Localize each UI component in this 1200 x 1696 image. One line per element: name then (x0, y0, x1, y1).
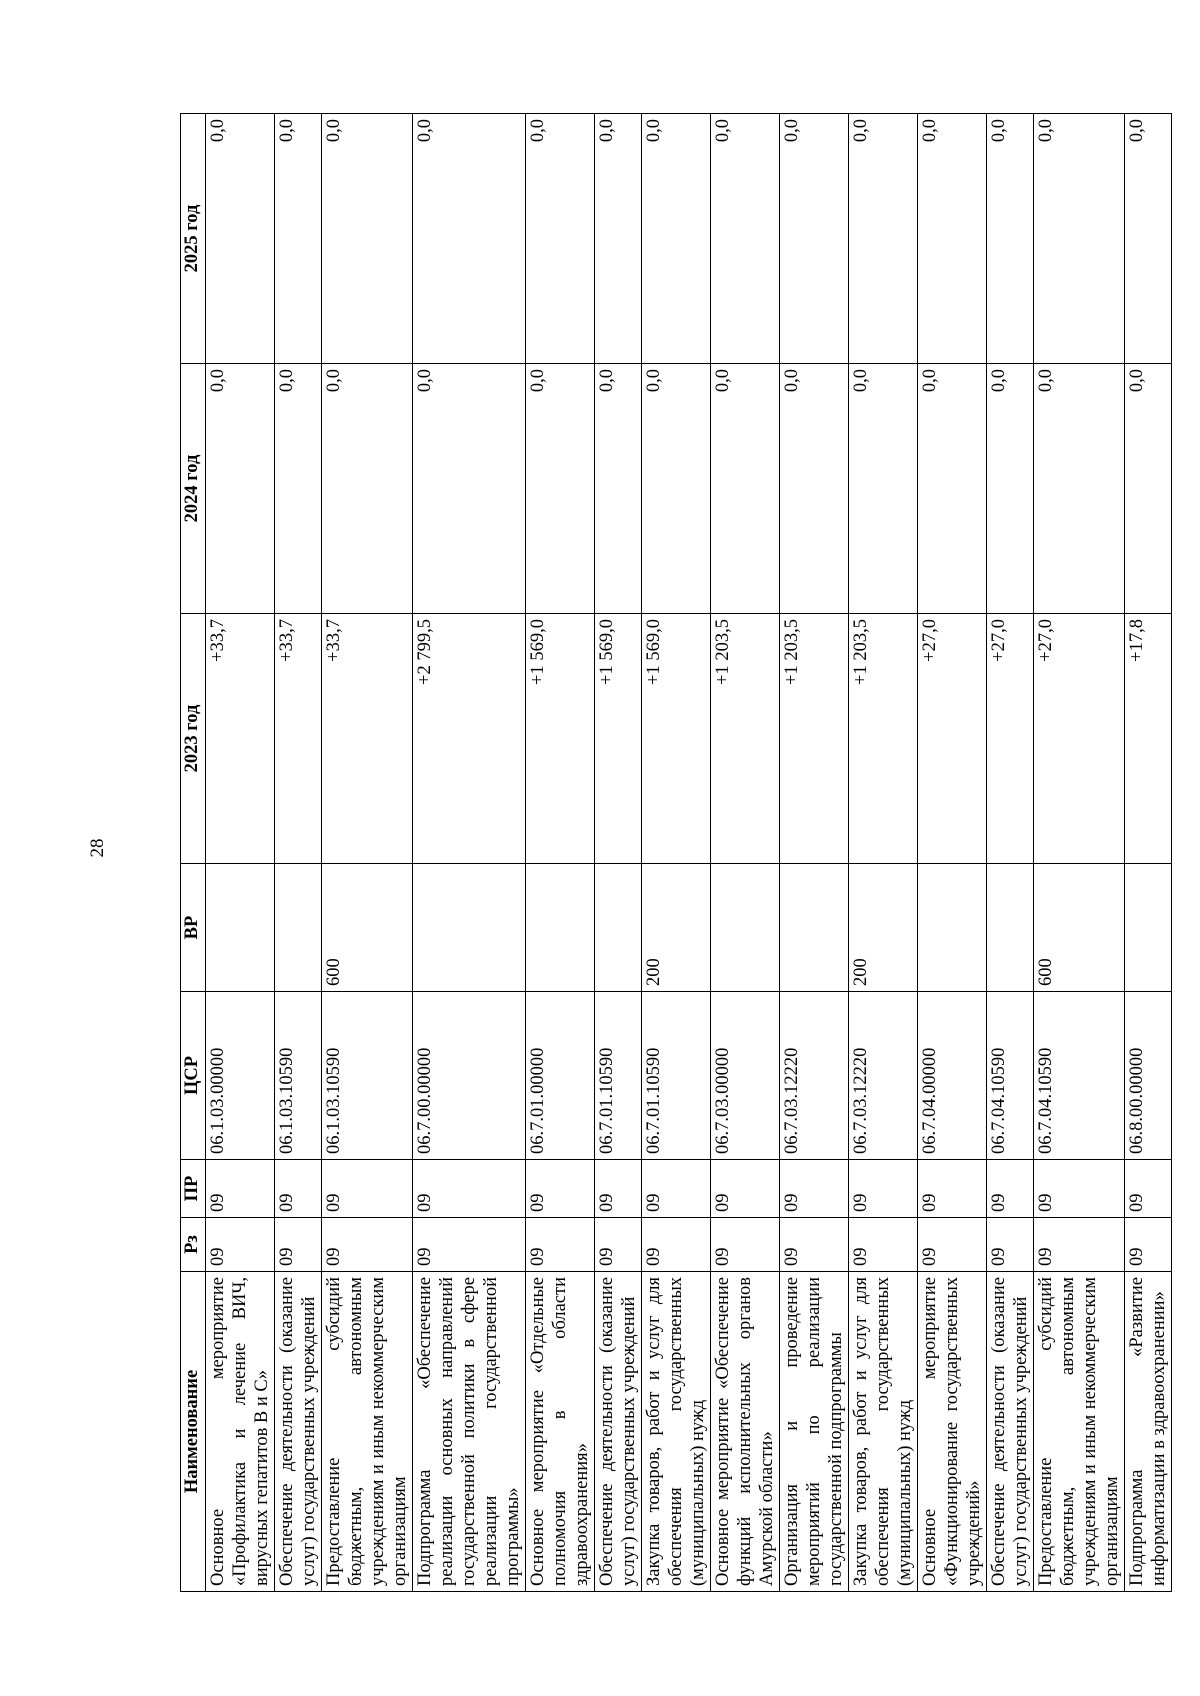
cell-name: Основное мероприятие «Обеспечение функций исполнительных органов Амурской области» (711, 1272, 780, 1592)
cell-csr: 06.8.00.00000 (1125, 992, 1172, 1160)
cell-name: Закупка товаров, работ и услуг для обеспечения государственных (муниципальных) нужд (642, 1272, 711, 1592)
table-row (1125, 114, 1172, 1592)
header-2023: 2023 год (181, 614, 206, 864)
cell-name: Закупка товаров, работ и услуг для обеспечения государственных (муниципальных) нужд (849, 1272, 918, 1592)
cell-rz: 09 (780, 1218, 849, 1272)
cell-2025: 0,0 (1125, 114, 1172, 364)
cell-vr: 200 (642, 864, 711, 992)
cell-pr: 09 (275, 1160, 322, 1218)
cell-rz: 09 (1125, 1218, 1172, 1272)
cell-2025: 0,0 (322, 114, 413, 364)
cell-rz: 09 (206, 1218, 275, 1272)
cell-pr: 09 (1125, 1160, 1172, 1218)
cell-csr: 06.7.01.10590 (595, 992, 642, 1160)
cell-name: Подпрограмма «Обеспечение реализации основных направлений государственной политики в сфере реализации государственной программы» (413, 1272, 526, 1592)
cell-2023: +2 799,5 (413, 614, 526, 864)
cell-pr: 09 (780, 1160, 849, 1218)
cell-csr: 06.1.03.10590 (322, 992, 413, 1160)
cell-vr (275, 864, 322, 992)
header-2024: 2024 год (181, 364, 206, 614)
cell-csr: 06.7.04.10590 (1034, 992, 1125, 1160)
cell-2023: +17,8 (1125, 614, 1172, 864)
cell-2023: +1 569,0 (595, 614, 642, 864)
cell-2025: 0,0 (526, 114, 595, 364)
cell-pr: 09 (711, 1160, 780, 1218)
cell-2024: 0,0 (987, 364, 1034, 614)
cell-vr (1125, 864, 1172, 992)
table-row (918, 114, 987, 1592)
cell-2025: 0,0 (780, 114, 849, 364)
header-2025: 2025 год (181, 114, 206, 364)
cell-2025: 0,0 (849, 114, 918, 364)
cell-2024: 0,0 (413, 364, 526, 614)
cell-rz: 09 (1034, 1218, 1125, 1272)
cell-pr: 09 (987, 1160, 1034, 1218)
cell-2023: +1 203,5 (849, 614, 918, 864)
cell-2024: 0,0 (275, 364, 322, 614)
cell-2024: 0,0 (1125, 364, 1172, 614)
cell-2023: +27,0 (918, 614, 987, 864)
header-pr: ПР (181, 1160, 206, 1218)
cell-pr: 09 (1034, 1160, 1125, 1218)
table-row (206, 114, 275, 1592)
cell-rz: 09 (413, 1218, 526, 1272)
cell-2024: 0,0 (849, 364, 918, 614)
cell-2024: 0,0 (526, 364, 595, 614)
cell-name: Основное мероприятие «Профилактика и лечение ВИЧ, вирусных гепатитов В и С» (206, 1272, 275, 1592)
cell-rz: 09 (987, 1218, 1034, 1272)
cell-csr: 06.7.03.12220 (849, 992, 918, 1160)
cell-2023: +1 203,5 (711, 614, 780, 864)
cell-2024: 0,0 (711, 364, 780, 614)
budget-table (180, 113, 1172, 1592)
cell-csr: 06.7.00.00000 (413, 992, 526, 1160)
cell-name: Обеспечение деятельности (оказание услуг) государственных учреждений (275, 1272, 322, 1592)
cell-rz: 09 (595, 1218, 642, 1272)
cell-2025: 0,0 (711, 114, 780, 364)
cell-rz: 09 (918, 1218, 987, 1272)
cell-pr: 09 (526, 1160, 595, 1218)
table-row (711, 114, 780, 1592)
table-row (1034, 114, 1125, 1592)
cell-2025: 0,0 (595, 114, 642, 364)
cell-name: Основное мероприятие «Отдельные полномочия в области здравоохранения» (526, 1272, 595, 1592)
cell-rz: 09 (642, 1218, 711, 1272)
cell-name: Предоставление субсидий бюджетным, автономным учреждениям и иным некоммерческим организациям (1034, 1272, 1125, 1592)
cell-vr (526, 864, 595, 992)
table-row (849, 114, 918, 1592)
cell-pr: 09 (322, 1160, 413, 1218)
cell-2025: 0,0 (275, 114, 322, 364)
cell-csr: 06.7.03.12220 (780, 992, 849, 1160)
cell-2023: +33,7 (206, 614, 275, 864)
cell-csr: 06.7.01.10590 (642, 992, 711, 1160)
cell-2023: +27,0 (1034, 614, 1125, 864)
rotated-table-wrapper (180, 114, 1169, 1592)
cell-csr: 06.7.04.10590 (987, 992, 1034, 1160)
header-csr: ЦСР (181, 992, 206, 1160)
cell-2025: 0,0 (918, 114, 987, 364)
cell-rz: 09 (849, 1218, 918, 1272)
table-row (322, 114, 413, 1592)
cell-vr (413, 864, 526, 992)
cell-2024: 0,0 (780, 364, 849, 614)
cell-2024: 0,0 (642, 364, 711, 614)
cell-2024: 0,0 (595, 364, 642, 614)
cell-name: Обеспечение деятельности (оказание услуг) государственных учреждений (595, 1272, 642, 1592)
cell-pr: 09 (918, 1160, 987, 1218)
cell-2025: 0,0 (206, 114, 275, 364)
table-body (206, 114, 1172, 1592)
page-number: 28 (87, 838, 108, 858)
cell-2025: 0,0 (1034, 114, 1125, 364)
table-row (642, 114, 711, 1592)
cell-2023: +1 203,5 (780, 614, 849, 864)
table-row (413, 114, 526, 1592)
table-row (987, 114, 1034, 1592)
cell-name: Подпрограмма «Развитие информатизации в здравоохранении» (1125, 1272, 1172, 1592)
table-header-row (181, 114, 206, 1592)
table-row (595, 114, 642, 1592)
cell-pr: 09 (413, 1160, 526, 1218)
cell-2023: +1 569,0 (526, 614, 595, 864)
cell-2024: 0,0 (1034, 364, 1125, 614)
cell-pr: 09 (642, 1160, 711, 1218)
table-row (780, 114, 849, 1592)
cell-vr (206, 864, 275, 992)
header-vr: ВР (181, 864, 206, 992)
cell-pr: 09 (206, 1160, 275, 1218)
cell-rz: 09 (526, 1218, 595, 1272)
header-rz: Рз (181, 1218, 206, 1272)
cell-pr: 09 (849, 1160, 918, 1218)
cell-rz: 09 (322, 1218, 413, 1272)
cell-2025: 0,0 (413, 114, 526, 364)
cell-name: Обеспечение деятельности (оказание услуг) государственных учреждений (987, 1272, 1034, 1592)
cell-vr: 200 (849, 864, 918, 992)
cell-vr (780, 864, 849, 992)
cell-2023: +1 569,0 (642, 614, 711, 864)
cell-name: Основное мероприятие «Функционирование государственных учреждений» (918, 1272, 987, 1592)
cell-csr: 06.7.04.00000 (918, 992, 987, 1160)
cell-vr (595, 864, 642, 992)
cell-vr: 600 (322, 864, 413, 992)
table-row (526, 114, 595, 1592)
cell-rz: 09 (275, 1218, 322, 1272)
cell-2025: 0,0 (987, 114, 1034, 364)
cell-2025: 0,0 (642, 114, 711, 364)
cell-vr: 600 (1034, 864, 1125, 992)
cell-2024: 0,0 (322, 364, 413, 614)
cell-vr (711, 864, 780, 992)
cell-name: Предоставление субсидий бюджетным, автономным учреждениям и иным некоммерческим организациям (322, 1272, 413, 1592)
cell-name: Организация и проведение мероприятий по реализации государственной подпрограммы (780, 1272, 849, 1592)
cell-2023: +27,0 (987, 614, 1034, 864)
cell-2024: 0,0 (918, 364, 987, 614)
cell-2023: +33,7 (322, 614, 413, 864)
header-name: Наименование (181, 1272, 206, 1592)
cell-csr: 06.7.03.00000 (711, 992, 780, 1160)
cell-2024: 0,0 (206, 364, 275, 614)
table-row (275, 114, 322, 1592)
cell-pr: 09 (595, 1160, 642, 1218)
cell-rz: 09 (711, 1218, 780, 1272)
cell-csr: 06.7.01.00000 (526, 992, 595, 1160)
cell-csr: 06.1.03.10590 (275, 992, 322, 1160)
cell-vr (918, 864, 987, 992)
cell-2023: +33,7 (275, 614, 322, 864)
cell-csr: 06.1.03.00000 (206, 992, 275, 1160)
cell-vr (987, 864, 1034, 992)
